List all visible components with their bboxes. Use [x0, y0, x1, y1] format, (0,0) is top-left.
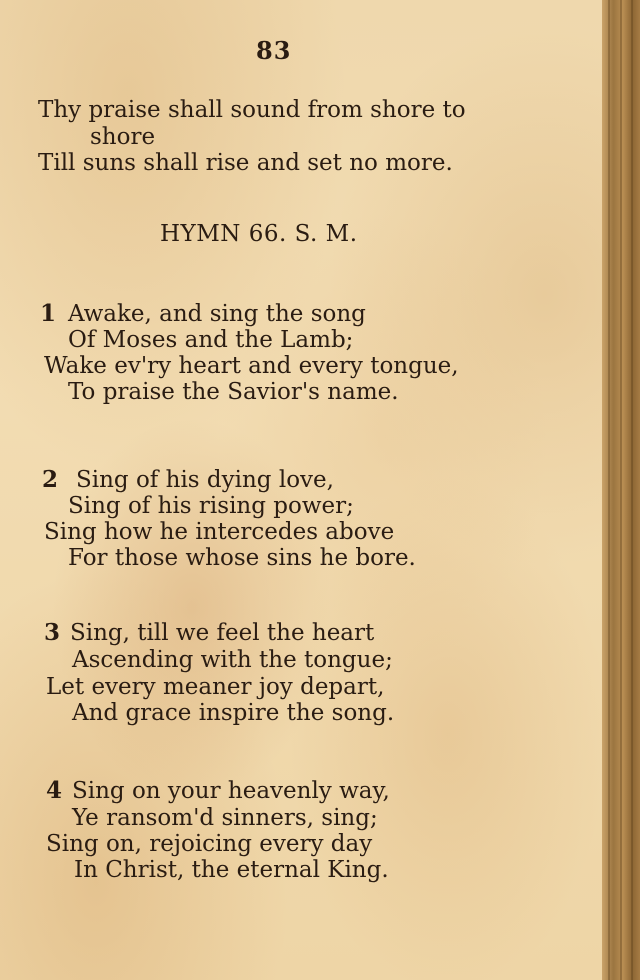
verse-line: Of Moses and the Lamb;	[68, 327, 354, 353]
verse-line: In Christ, the eternal King.	[74, 857, 389, 883]
spine-crease	[608, 0, 610, 980]
verse-line: Sing how he intercedes above	[44, 519, 395, 545]
carryover-line: shore	[90, 124, 156, 150]
carryover-line: Thy praise shall sound from shore to	[38, 97, 466, 123]
verse-line: And grace inspire the song.	[72, 700, 395, 726]
verse-line: Wake ev'ry heart and every tongue,	[44, 353, 459, 379]
book-spine	[602, 0, 640, 980]
verse-line: Sing, till we feel the heart	[70, 620, 375, 646]
verse-number: 1	[40, 300, 57, 327]
carryover-line: Till suns shall rise and set no more.	[38, 150, 453, 176]
verse-line: Let every meaner joy depart,	[46, 674, 385, 700]
verse-line: Sing of his rising power;	[68, 493, 354, 519]
hymn-title: HYMN 66. S. M.	[160, 221, 358, 247]
spine-crease	[631, 0, 633, 980]
verse-line: Awake, and sing the song	[68, 301, 366, 327]
verse-number: 3	[44, 619, 61, 646]
verse-number: 2	[42, 466, 59, 493]
verse-line: Sing on your heavenly way,	[72, 778, 390, 804]
verse-line: To praise the Savior's name.	[68, 379, 399, 405]
verse-line: For those whose sins he bore.	[68, 545, 416, 571]
spine-crease	[620, 0, 622, 980]
verse-line: Ye ransom'd sinners, sing;	[72, 805, 378, 831]
verse-number: 4	[46, 777, 63, 804]
verse-line: Sing of his dying love,	[76, 467, 334, 493]
page-number: 83	[256, 36, 292, 65]
verse-line: Ascending with the tongue;	[72, 647, 393, 673]
verse-line: Sing on, rejoicing every day	[46, 831, 373, 857]
